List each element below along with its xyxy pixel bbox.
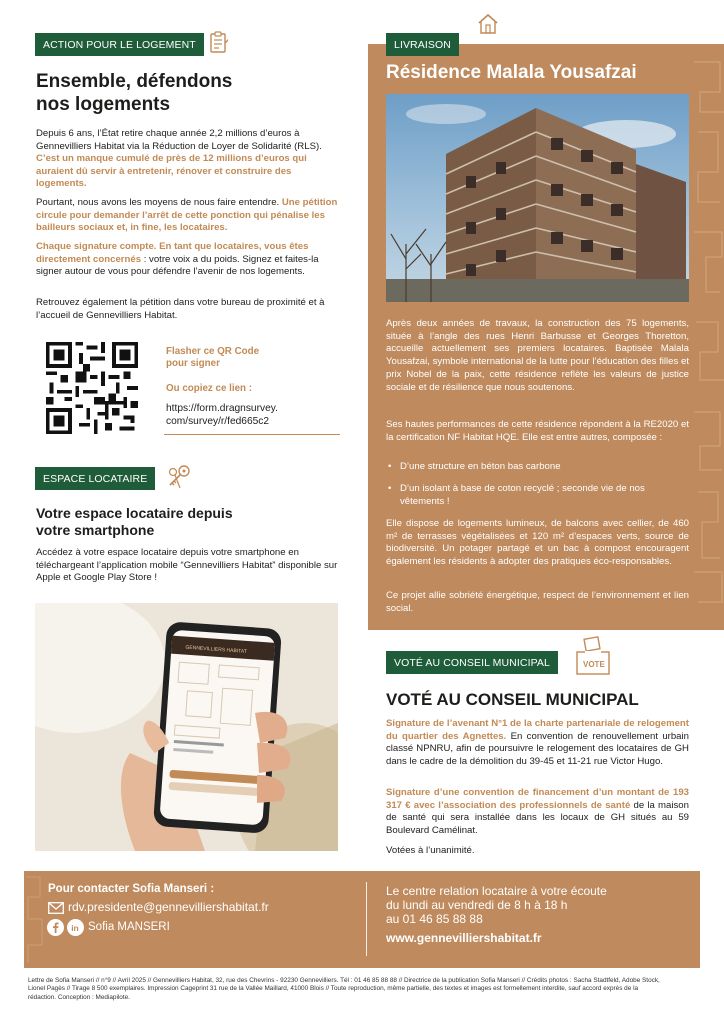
contact-title: Pour contacter Sofia Manseri : — [48, 883, 215, 895]
keys-icon — [164, 464, 192, 490]
conseil-paragraph-3: Votées à l’unanimité. — [386, 845, 475, 856]
qr-divider — [164, 434, 340, 435]
house-icon — [476, 12, 500, 36]
action-paragraph-2: Pourtant, nous avons les moyens de nous faire entendre. Une pétition circule pour demander l’arrêt de cette ponction qui pénalise les bailleurs sociaux et, in fine, les locataires. — [36, 197, 338, 234]
qr-copy-label: Ou copiez ce lien : — [166, 383, 253, 394]
livraison-tag: LIVRAISON — [386, 33, 459, 56]
panel-decoration — [692, 52, 724, 622]
action-paragraph-4: Retrouvez également la pétition dans votre bureau de proximité et à l’accueil de Gennevilliers Habitat. — [36, 297, 325, 321]
contact-email[interactable]: rdv.presidente@gennevilliershabitat.fr — [68, 900, 269, 914]
residence-paragraph-3: Elle dispose de logements lumineux, de balcons avec cellier, de 460 m² de terrasses végétalisées et 120 m² d’espaces verts, source de biodiversité. Un potager partagé et un bac à compost encouragent également les résidents à adopter des pratiques éco-responsables. — [386, 518, 689, 568]
conseil-paragraph-1: Signature de l’avenant N°1 de la charte partenariale de relogement du quartier des Agnettes. En convention de renouvellement urbain classé NPNRU, afin de poursuivre le relogement des locataires de GH dans le cadre de la démolition du 39-45 et 11-21 rue Victor Hugo. — [386, 718, 689, 767]
footer-decoration — [24, 871, 44, 968]
legal-notice: Lettre de Sofia Manseri // n°9 // Avril 2025 // Gennevilliers Habitat, 32, rue des Chevrins - 92230 Gennevilliers. Tél : 01 46 85 88 88 // Directrice de la publication Sofia Manseri // Crédits photos : Sacha Stadtfeld, Adobe Stock, Lionel Pagès // Tirage 8 500 exemplaires. Impression Cageprint 31 rue de la Vallée Maillard, 41000 Blois // Toute reproduction, même partielle, des textes et images est formellement interdite, sauf accord exprès de la rédaction. Conception : Mediapilote. — [28, 977, 660, 1001]
residence-paragraph-1: Après deux années de travaux, la construction des 75 logements, située à l’angle des rues Henri Barbusse et Georges Thoretton, accueille actuellement ses premiers locataires. Baptisée Malala Yousafzai, symbole international de la lutte pour l’éducation des filles et prix Nobel de la paix, cette résidence reflète les valeurs de justice sociale et de résilience que nous soutenons. — [386, 318, 689, 393]
residence-bullet-1: • D’une structure en béton bas carbone — [388, 461, 561, 472]
espace-text: Accédez à votre espace locataire depuis votre smartphone en téléchargeant l’application mobile “Gennevilliers Habitat” disponible sur Apple et Google Play Store ! — [36, 547, 338, 584]
residence-paragraph-2: Ses hautes performances de cette résidence répondent à la RE2020 et la certification NF Habitat HQE. Elle est entre autres, composée : — [386, 419, 689, 443]
qr-flash-text: Flasher ce QR Code pour signer — [166, 346, 260, 369]
residence-paragraph-4: Ce projet allie sobriété énergétique, respect de l’environnement et lien social. — [386, 590, 689, 614]
action-title: Ensemble, défendons nos logements — [36, 71, 233, 115]
residence-photo — [386, 94, 689, 302]
espace-title: Votre espace locataire depuis votre smartphone — [36, 505, 233, 538]
residence-title: Résidence Malala Yousafzai — [386, 62, 637, 83]
facebook-icon[interactable] — [47, 919, 64, 936]
ballot-box-icon — [575, 636, 611, 676]
action-paragraph-3: Chaque signature compte. En tant que locataires, vous êtes directement concernés : votre voix a du poids. Signez et faites-la signer autour de vous pour défendre l’avenir de nos logements. — [36, 241, 319, 278]
footer-divider — [366, 882, 367, 956]
action-tag: ACTION POUR LE LOGEMENT — [35, 33, 204, 56]
ballot-box-label: VOTE — [583, 660, 605, 669]
residence-bullet-2: • D’un isolant à base de coton recyclé ; seconde vie de nos vêtements ! — [388, 483, 645, 507]
smartphone-photo — [35, 603, 338, 851]
website-link[interactable]: www.gennevilliershabitat.fr — [386, 931, 542, 945]
email-icon — [48, 902, 64, 914]
linkedin-icon[interactable] — [67, 919, 84, 936]
contact-name: Sofia MANSERI — [88, 921, 170, 933]
clipboard-icon — [209, 30, 229, 54]
espace-tag: ESPACE LOCATAIRE — [35, 467, 155, 490]
contact-hours: Le centre relation locataire à votre écoute du lundi au vendredi de 8 h à 18 h au 01 46 85 88 88 — [386, 884, 607, 926]
conseil-title: VOTÉ AU CONSEIL MUNICIPAL — [386, 690, 639, 709]
conseil-paragraph-2: Signature d’une convention de financement d’un montant de 193 317 € avec l’association des professionnels de santé de la maison de santé qui sera installée dans les locaux de GH situés au 59 Boulevard Camélinat. — [386, 787, 689, 836]
phone-app-brand: GENNEVILLIERS HABITAT — [185, 644, 248, 655]
svg-text:in: in — [71, 923, 79, 933]
qr-link[interactable]: https://form.dragnsurvey. com/survey/r/fed665c2 — [166, 403, 278, 427]
qr-code[interactable] — [46, 342, 138, 434]
action-paragraph-1: Depuis 6 ans, l’État retire chaque année 2,2 millions d’euros à Gennevilliers Habitat via la Réduction de Loyer de Solidarité (RLS). C’est un manque cumulé de près de 12 millions d’euros qui auraient dû servir à entretenir, rénover et construire des logements. — [36, 128, 322, 190]
conseil-tag: VOTÉ AU CONSEIL MUNICIPAL — [386, 651, 558, 674]
